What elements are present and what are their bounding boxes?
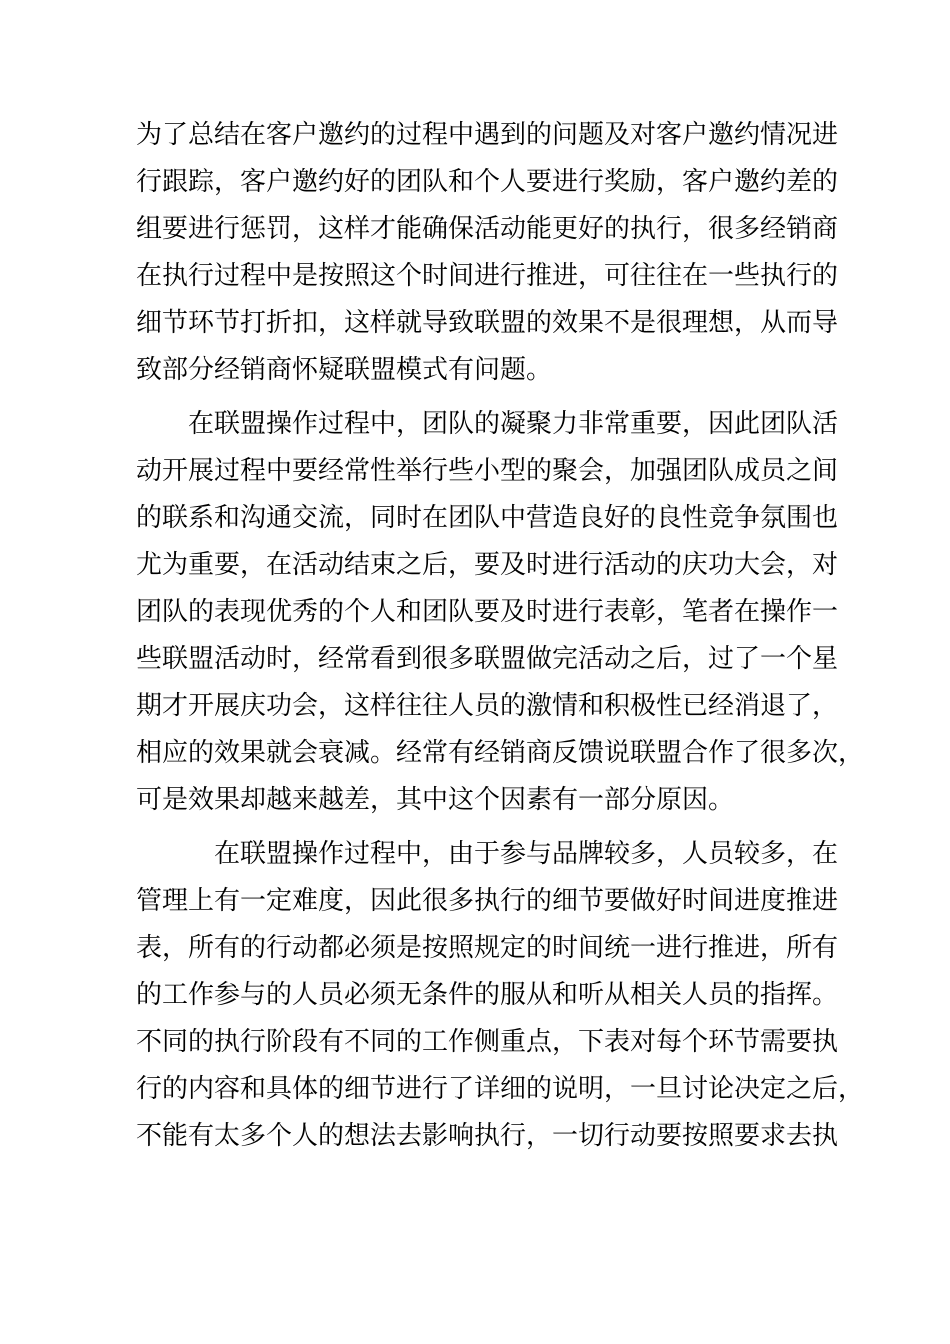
paragraph-line: 细节环节打折扣，这样就导致联盟的效果不是很理想，从而导 (136, 308, 839, 338)
paragraph-line: 组要进行惩罚，这样才能确保活动能更好的执行，很多经销商 (136, 214, 839, 244)
paragraph-line: 期才开展庆功会，这样往往人员的激情和积极性已经消退了， (136, 691, 839, 721)
paragraph-line: 相应的效果就会衰减。经常有经销商反馈说联盟合作了很多次， (136, 738, 865, 768)
paragraph-line: 管理上有一定难度，因此很多执行的细节要做好时间进度推进 (136, 886, 839, 916)
paragraph-line: 不同的执行阶段有不同的工作侧重点，下表对每个环节需要执 (136, 1027, 839, 1057)
paragraph-line: 动开展过程中要经常性举行些小型的聚会，加强团队成员之间 (136, 456, 839, 486)
paragraph-gap (136, 394, 836, 401)
paragraph-line: 不能有太多个人的想法去影响执行，一切行动要按照要求去执 (136, 1121, 839, 1151)
paragraph-line: 行的内容和具体的细节进行了详细的说明，一旦讨论决定之后， (136, 1074, 865, 1104)
paragraph-line: 表，所有的行动都必须是按照规定的时间统一进行推进，所有 (136, 933, 839, 963)
paragraph-line: 的工作参与的人员必须无条件的服从和听从相关人员的指挥。 (136, 980, 839, 1010)
paragraph-line: 在执行过程中是按照这个时间进行推进，可往往在一些执行的 (136, 261, 839, 291)
paragraph-line: 团队的表现优秀的个人和团队要及时进行表彰，笔者在操作一 (136, 597, 839, 627)
paragraph-line: 为了总结在客户邀约的过程中遇到的问题及对客户邀约情况进 (136, 120, 839, 150)
paragraph-line: 致部分经销商怀疑联盟模式有问题。 (136, 355, 553, 385)
paragraph-line: 的联系和沟通交流，同时在团队中营造良好的良性竞争氛围也 (136, 503, 839, 533)
paragraph-1 (136, 112, 839, 394)
paragraph-line: 在联盟操作过程中，由于参与品牌较多，人员较多，在 (214, 839, 839, 869)
paragraph-gap (136, 824, 836, 831)
paragraph-2 (136, 401, 865, 824)
paragraph-line: 尤为重要，在活动结束之后，要及时进行活动的庆功大会，对 (136, 550, 839, 580)
paragraph-line: 可是效果却越来越差，其中这个因素有一部分原因。 (136, 785, 735, 815)
paragraph-line: 在联盟操作过程中，团队的凝聚力非常重要，因此团队活 (188, 409, 839, 439)
paragraph-line: 行跟踪，客户邀约好的团队和个人要进行奖励，客户邀约差的 (136, 167, 839, 197)
paragraph-3 (136, 831, 865, 1160)
document-body (136, 112, 865, 1160)
paragraph-line: 些联盟活动时，经常看到很多联盟做完活动之后，过了一个星 (136, 644, 839, 674)
